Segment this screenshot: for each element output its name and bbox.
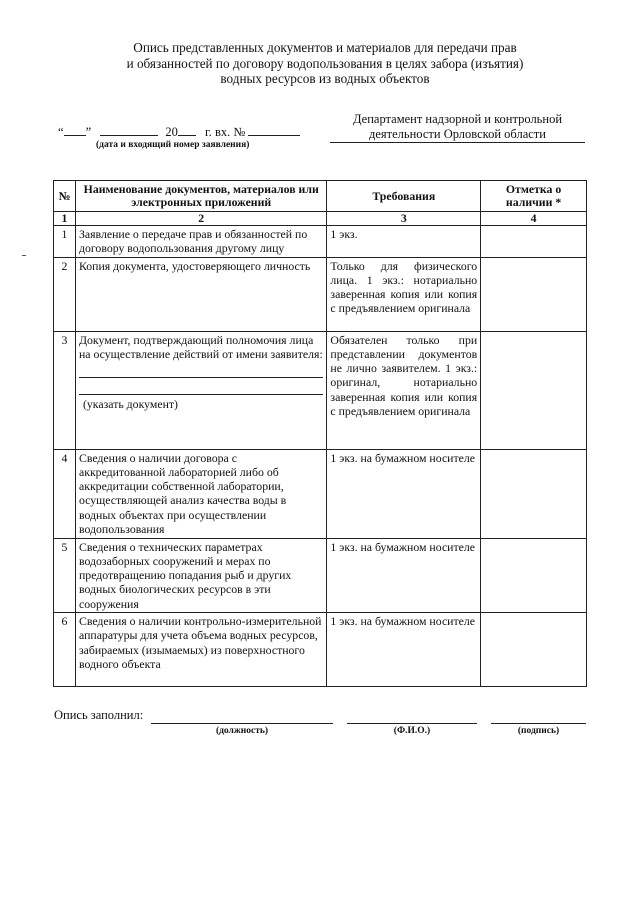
row-number: 6 — [54, 613, 76, 687]
row-document-name: Сведения о технических параметрах водозаборных сооружений и мерах по предотвращению попадания рыб и других водных биологических ресурсов в эти сооружения — [75, 538, 326, 612]
row-mark-cell[interactable] — [481, 538, 587, 612]
row-requirements: 1 экз. — [327, 226, 481, 258]
reg-number-blank — [248, 124, 300, 136]
documents-table — [53, 180, 587, 687]
table-row — [54, 538, 587, 612]
row-number: 5 — [54, 538, 76, 612]
title-line-1: Опись представленных документов и материалов для передачи прав — [133, 40, 517, 55]
table-row — [54, 257, 587, 331]
title-line-2: и обязанностей по договору водопользования в целях забора (изъятия) — [126, 55, 524, 71]
signature-label: Опись заполнил: — [54, 708, 144, 722]
column-number: 2 — [75, 212, 326, 226]
row-mark-cell[interactable] — [481, 226, 587, 258]
signature-caption: (подпись) — [517, 726, 560, 736]
title-line-3: водных ресурсов из водных объектов — [220, 71, 430, 86]
row-requirements: 1 экз. на бумажном носителе — [327, 613, 481, 687]
authority-doc-line-2[interactable] — [79, 380, 323, 395]
row-requirements: 1 экз. на бумажном носителе — [327, 449, 481, 538]
column-number-row — [54, 212, 587, 226]
table-row — [54, 331, 587, 449]
reg-number-label: г. вх. № — [205, 125, 246, 139]
year-blank — [178, 124, 196, 136]
row-mark-cell[interactable] — [481, 449, 587, 538]
application-date-line — [58, 124, 328, 139]
column-number: 4 — [481, 212, 587, 226]
table-header-row — [54, 181, 587, 212]
full-name-field[interactable] — [347, 723, 477, 724]
position-caption: (должность) — [215, 726, 269, 736]
row-requirements: Только для физического лица. 1 экз.: нотариально заверенная копия или копия с предъявлением оригинала — [327, 257, 481, 331]
signature-field[interactable] — [491, 723, 586, 724]
scan-speck — [22, 255, 26, 256]
row-number: 2 — [54, 257, 76, 331]
application-date-block — [58, 124, 328, 150]
table-row — [54, 613, 587, 687]
row-requirements: 1 экз. на бумажном носителе — [327, 538, 481, 612]
position-field[interactable] — [151, 723, 333, 724]
row-document-name-cell — [75, 331, 326, 449]
department-block — [330, 112, 585, 143]
day-blank — [64, 124, 86, 136]
document-title — [60, 40, 590, 87]
year-prefix: 20 — [165, 125, 178, 139]
row-mark-cell[interactable] — [481, 331, 587, 449]
column-number: 1 — [54, 212, 76, 226]
header-mark: Отметка о наличии * — [481, 181, 587, 212]
application-date-caption: (дата и входящий номер заявления) — [96, 140, 250, 150]
department-line-1: Департамент надзорной и контрольной — [352, 112, 563, 126]
quote-close: ” — [85, 125, 92, 139]
quote-open: “ — [58, 125, 64, 139]
row-document-name: Сведения о наличии контрольно-измерительной аппаратуры для учета объема водных ресурсов, забираемых (изымаемых) из поверхностного водного объекта — [75, 613, 326, 687]
table-row — [54, 226, 587, 258]
column-number: 3 — [327, 212, 481, 226]
row-document-name: Сведения о наличии договора с аккредитованной лабораторией либо об аккредитации собственной лаборатории, осуществляющей анализ качества воды в водных объектах при осуществлении водопользования — [75, 449, 326, 538]
row-number: 4 — [54, 449, 76, 538]
row-number: 1 — [54, 226, 76, 258]
header-num: № — [54, 181, 76, 212]
table-row — [54, 449, 587, 538]
row-document-name: Заявление о передаче прав и обязанностей по договору водопользования другому лицу — [75, 226, 326, 258]
row-document-name: Документ, подтверждающий полномочия лица на осуществление действий от имени заявителя: — [78, 332, 323, 361]
row-number: 3 — [54, 331, 76, 449]
row-mark-cell[interactable] — [481, 613, 587, 687]
authority-doc-line-1[interactable] — [79, 363, 323, 378]
month-blank — [100, 124, 158, 136]
header-name: Наименование документов, материалов или электронных приложений — [75, 181, 326, 212]
department-line-2: деятельности Орловской области — [330, 127, 585, 143]
row-mark-cell[interactable] — [481, 257, 587, 331]
header-requirements: Требования — [327, 181, 481, 212]
row-document-name: Копия документа, удостоверяющего личность — [75, 257, 326, 331]
row-requirements: Обязателен только при представлении документов не лично заявителем. 1 экз.: оригинал, нотариально заверенная копия или копия с предъявлением оригинала — [327, 331, 481, 449]
authority-doc-hint: (указать документ) — [82, 397, 178, 412]
full-name-caption: (Ф.И.О.) — [393, 726, 431, 736]
